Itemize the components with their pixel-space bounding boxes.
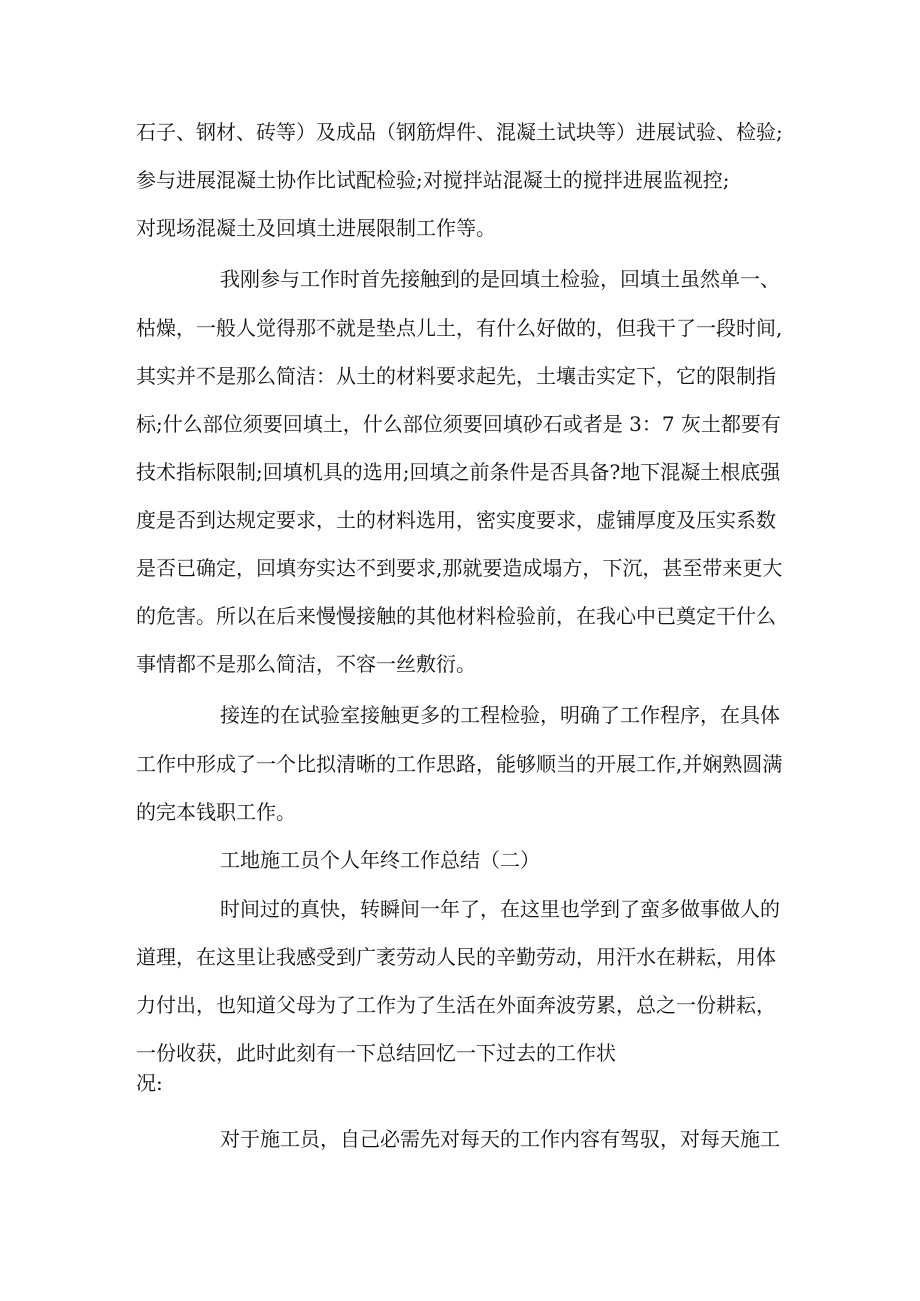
text-line: 事情都不是那么简洁，不容一丝敷衍。 <box>136 652 476 676</box>
paragraph-first-line: 接连的在试验室接触更多的工程检验，明确了工作程序，在具体 <box>220 703 780 727</box>
text-line: 的危害。所以在后来慢慢接触的其他材料检验前，在我心中已奠定干什么 <box>136 604 776 628</box>
text-line: 其实并不是那么简洁：从土的材料要求起先，土壤击实定下，它的限制指 <box>136 364 776 388</box>
text-line: 工作中形成了一个比拟清晰的工作思路，能够顺当的开展工作,并娴熟圆满 <box>136 752 783 776</box>
text-line: 参与进展混凝土协作比试配检验;对搅拌站混凝土的搅拌进展监视控; <box>136 168 730 192</box>
text-line: 石子、钢材、砖等）及成品（钢筋焊件、混凝土试块等）进展试验、检验; <box>136 120 783 144</box>
section-heading: 工地施工员个人年终工作总结（二） <box>220 848 540 872</box>
text-line: 标;什么部位须要回填土，什么部位须要回填砂石或者是 3：7 灰土都要有 <box>136 412 781 436</box>
text-line: 道理，在这里让我感受到广袤劳动人民的辛勤劳动，用汗水在耕耘，用体 <box>136 945 776 969</box>
text-line: 是否已确定，回填夯实达不到要求,那就要造成塌方，下沉，甚至带来更大 <box>136 556 783 580</box>
paragraph-first-line: 时间过的真快，转瞬间一年了，在这里也学到了蛮多做事做人的 <box>220 897 780 921</box>
text-line: 况: <box>136 1071 163 1095</box>
paragraph-first-line: 对于施工员，自己必需先对每天的工作内容有驾驭，对每天施工 <box>220 1127 780 1151</box>
text-line: 的完本钱职工作。 <box>136 800 296 824</box>
text-line: 度是否到达规定要求，土的材料选用，密实度要求，虚铺厚度及压实系数 <box>136 508 776 532</box>
text-line: 技术指标限制;回填机具的选用;回填之前条件是否具备?地下混凝土根底强 <box>136 460 781 484</box>
paragraph-first-line: 我刚参与工作时首先接触到的是回填土检验，回填土虽然单一、 <box>220 267 780 291</box>
text-line: 枯燥，一般人觉得那不就是垫点儿土，有什么好做的，但我干了一段时间, <box>136 316 783 340</box>
text-line: 一份收获，此时此刻有一下总结回忆一下过去的工作状 <box>136 1041 616 1065</box>
text-line: 力付出，也知道父母为了工作为了生活在外面奔波劳累，总之一份耕耘， <box>136 993 776 1017</box>
text-line: 对现场混凝土及回填土进展限制工作等。 <box>136 216 496 240</box>
